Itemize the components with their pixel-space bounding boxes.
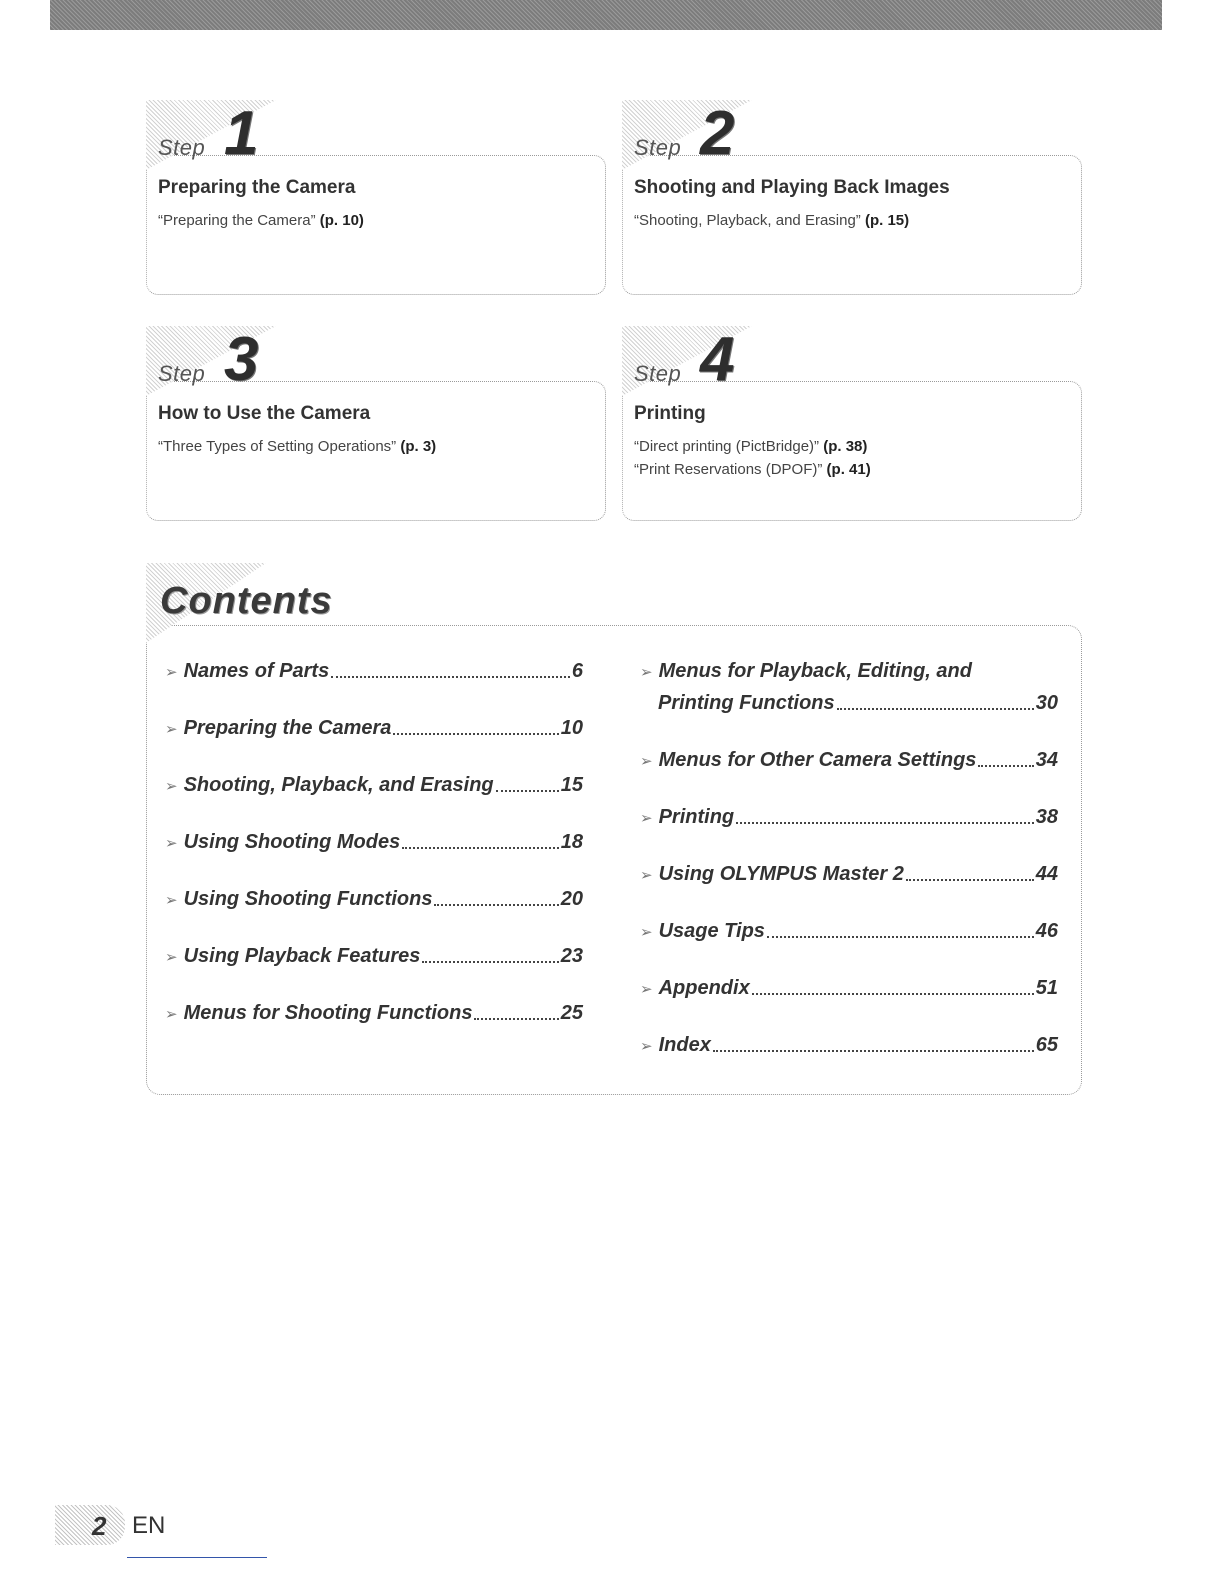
arrow-icon: ➢ (640, 924, 653, 941)
arrow-icon: ➢ (165, 949, 178, 966)
toc-item[interactable] (640, 806, 1058, 829)
step-title: Preparing the Camera (158, 177, 356, 198)
arrow-icon: ➢ (640, 867, 653, 884)
toc-item-page: 51 (1035, 977, 1058, 999)
toc-item-page: 46 (1035, 920, 1058, 942)
step-word: Step (158, 361, 206, 386)
step-reference-text: “Shooting, Playback, and Erasing” (634, 212, 865, 229)
toc-leader-dots (474, 1018, 558, 1020)
step-reference-page: (p. 10) (319, 212, 364, 229)
toc-item[interactable] (165, 888, 583, 911)
arrow-icon: ➢ (165, 778, 178, 795)
step-number: 1 (224, 99, 259, 168)
step-card-3 (146, 326, 606, 521)
toc-leader-dots (837, 708, 1034, 710)
step-reference-text: “Three Types of Setting Operations” (158, 438, 401, 455)
arrow-icon: ➢ (165, 721, 178, 738)
toc-item[interactable] (640, 1034, 1058, 1057)
toc-item-page: 18 (560, 831, 583, 853)
toc-item-label: Menus for Other Camera Settings (658, 749, 977, 771)
toc-item[interactable] (640, 660, 1058, 715)
arrow-icon: ➢ (165, 892, 178, 909)
header-bar (50, 0, 1162, 30)
toc-item[interactable] (165, 774, 583, 797)
footer-underline (127, 1557, 267, 1558)
toc-leader-dots (767, 936, 1034, 938)
toc-leader-dots (331, 676, 570, 678)
toc-item[interactable] (165, 1002, 583, 1025)
toc-item-label: Printing (658, 806, 735, 828)
toc-item[interactable] (165, 717, 583, 740)
toc-item-label: Appendix (658, 977, 750, 999)
toc-leader-dots (906, 879, 1034, 881)
step-reference-text: “Direct printing (PictBridge)” (634, 438, 824, 455)
toc-item-page: 15 (560, 774, 583, 796)
arrow-icon: ➢ (640, 1038, 653, 1055)
step-title: Printing (634, 403, 706, 424)
toc-item-label: Using Shooting Functions (183, 888, 433, 910)
step-word: Step (158, 135, 206, 160)
toc-item-page: 20 (560, 888, 583, 910)
toc-leader-dots (434, 904, 558, 906)
arrow-icon: ➢ (165, 664, 178, 681)
toc-item-page: 25 (560, 1002, 583, 1024)
step-reference-page: (p. 15) (864, 212, 910, 229)
step-reference[interactable] (634, 438, 867, 455)
toc-item[interactable] (165, 660, 583, 683)
toc-leader-dots (736, 822, 1034, 824)
step-reference-text: “Preparing the Camera” (158, 212, 320, 229)
page-language: EN (132, 1512, 166, 1539)
toc-item-label: Menus for Shooting Functions (183, 1002, 473, 1024)
toc-item[interactable] (640, 749, 1058, 772)
step-number: 4 (700, 325, 735, 394)
arrow-icon: ➢ (640, 664, 653, 681)
toc-item-page: 34 (1035, 749, 1058, 771)
toc-item-label: Index (658, 1034, 711, 1056)
step-title: How to Use the Camera (158, 403, 371, 424)
step-number: 3 (224, 325, 259, 394)
toc-item-label-continued: Printing Functions (658, 692, 835, 714)
contents-title: Contents (160, 580, 333, 622)
step-card-1 (146, 100, 606, 295)
toc-item-label: Usage Tips (658, 920, 765, 942)
toc-item-label: Preparing the Camera (183, 717, 392, 739)
arrow-icon: ➢ (165, 835, 178, 852)
toc-item-label: Menus for Playback, Editing, and (658, 660, 972, 682)
step-word: Step (634, 361, 682, 386)
toc-item[interactable] (640, 863, 1058, 886)
step-reference-page: (p. 3) (400, 438, 437, 455)
toc-item-page: 6 (571, 660, 583, 682)
toc-item-label: Using OLYMPUS Master 2 (658, 863, 904, 885)
arrow-icon: ➢ (640, 981, 653, 998)
toc-item-page: 23 (560, 945, 583, 967)
step-card-4 (622, 326, 1082, 521)
toc-leader-dots (978, 765, 1033, 767)
step-reference-text: “Print Reservations (DPOF)” (634, 461, 827, 478)
toc-leader-dots (496, 790, 559, 792)
toc-leader-dots (752, 993, 1034, 995)
toc-item[interactable] (640, 977, 1058, 1000)
toc-leader-dots (402, 847, 559, 849)
page-number-badge (55, 1505, 125, 1545)
toc-item-page: 65 (1035, 1034, 1058, 1056)
toc-leader-dots (393, 733, 558, 735)
toc-item-label: Using Playback Features (183, 945, 421, 967)
toc-leader-dots (713, 1050, 1034, 1052)
step-reference[interactable] (634, 212, 909, 229)
step-reference[interactable] (158, 212, 364, 229)
arrow-icon: ➢ (640, 753, 653, 770)
step-word: Step (634, 135, 682, 160)
toc-item-page: 30 (1035, 692, 1058, 714)
toc-item-label: Shooting, Playback, and Erasing (183, 774, 494, 796)
step-card-2 (622, 100, 1082, 295)
step-reference-page: (p. 38) (823, 438, 868, 455)
toc-item-label: Names of Parts (183, 660, 330, 682)
step-reference[interactable] (158, 438, 436, 455)
toc-item[interactable] (165, 945, 583, 968)
step-title: Shooting and Playing Back Images (634, 177, 950, 198)
toc-item[interactable] (165, 831, 583, 854)
toc-item-page: 38 (1035, 806, 1058, 828)
toc-item-page: 10 (560, 717, 583, 739)
toc-item-page: 44 (1035, 863, 1058, 885)
page-number: 2 (92, 1511, 107, 1541)
toc-item-label: Using Shooting Modes (183, 831, 401, 853)
arrow-icon: ➢ (165, 1006, 178, 1023)
toc-leader-dots (422, 961, 558, 963)
step-number: 2 (700, 99, 735, 168)
arrow-icon: ➢ (640, 810, 653, 827)
toc-item[interactable] (640, 920, 1058, 943)
step-reference[interactable] (634, 461, 871, 478)
step-reference-page: (p. 41) (826, 461, 871, 478)
